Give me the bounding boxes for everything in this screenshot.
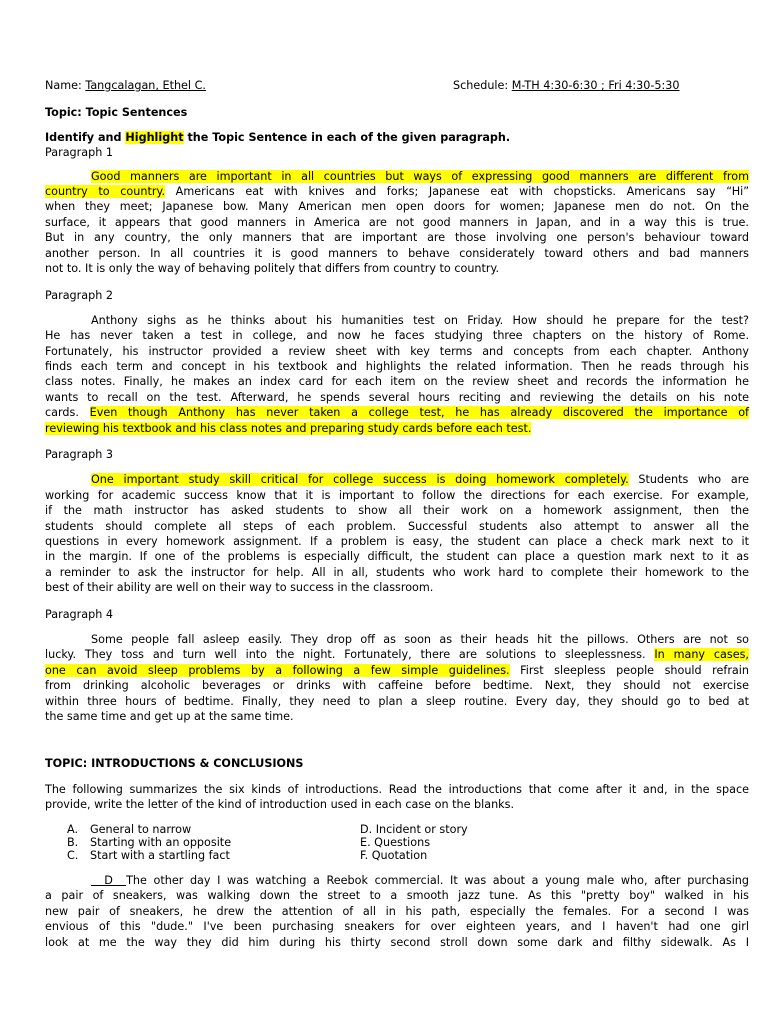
- paragraph-3-heading: Paragraph 3: [45, 448, 113, 461]
- topic-2-title: TOPIC: INTRODUCTIONS & CONCLUSIONS: [45, 757, 304, 770]
- schedule-line: [453, 78, 680, 93]
- topic-sentence-highlight: In many cases,: [654, 648, 749, 661]
- student-name: Tangcalagan, Ethel C.: [85, 79, 206, 92]
- paragraph-4-heading: Paragraph 4: [45, 608, 113, 621]
- topic-sentence-highlight: reviewing his textbook and his class notes and preparing study cards before each test.: [45, 422, 532, 435]
- topic-2-intro: provide, write the letter of the kind of introduction used in each case on the blanks.: [45, 798, 515, 811]
- topic-sentence-highlight: Even though Anthony has never taken a college test, he has already discovered the importance of: [89, 406, 749, 419]
- list-letter: A.: [67, 823, 79, 836]
- schedule-value: M-TH 4:30-6:30 ; Fri 4:30-5:30: [511, 79, 680, 92]
- document-page: Name: Tangcalagan, Ethel C. Schedule: M-TH 4:30-6:30 ; Fri 4:30-5:30 Topic: Topic Sentences Identify and Highlight the Topic Sentence in each of the given paragraph. Paragraph 1 Good manners are important in all countries but ways of expressing good manners are different from country to country. Americans eat with knives and forks; Japanese eat with chopsticks. Americans say “Hi” when they meet; Japanese bow. Many American men open doors for women; Japanese men do not. On the surface, it appears that good manners in America are not good manners in Japan, and in a way this is true. But in any country, the only manners that are important are those involving one person's behaviour toward another person. In all countries it is good manners to behave considerately toward others and bad manners not to. It is only the way of behaving politely that differs from country to country. Paragraph 2 Anthony sighs as he thinks about his humanities test on Friday. How should he prepare for the test? He has never taken a test in college, and now he faces studying three chapters on the history of Rome. Fortunately, his instructor provided a review sheet with key terms and concepts from each chapter. Anthony finds each term and concept in his textbook and highlights the related information. Then he reads through his class notes. Finally, he makes an index card for each item on the review sheet and records the information he wants to recall on the test. Afterward, he spends several hours reciting and reviewing the details on his note cards. Even though Anthony has never taken a college test, he has already discovered the importance of reviewing his textbook and his class notes and preparing study cards before each test. Paragraph 3 One important study skill critical for college success is doing homework completely. Students who are working for academic success know that it is important to follow the directions for each exercise. For example, if the math instructor has asked students to show all their work on a homework assignment, then the students should complete all steps of each problem. Successful students also attempt to answer all the questions in every homework assignment. If a problem is easy, the student can place a check mark next to it in the margin. If one of the problems is especially difficult, the student can place a question mark next to it as a reminder to ask the instructor for help. All in all, students who work hard to complete their homework to the best of their ability are well on their way to success in the classroom. Paragraph 4 Some people fall asleep easily. They drop off as soon as their heads hit the pillows. Others are not so lucky. They toss and turn well into the night. Fortunately, there are solutions to sleeplessness. In many cases, one can avoid sleep problems by a following a few simple guidelines. First sleepless people should refrain from drinking alcoholic beverages or drinks with caffeine before bedtime. Next, they should not exercise within three hours of bedtime. Finally, they need to plan a sleep routine. Every day, they should go to bed at the same time and get up at the same time. TOPIC: INTRODUCTIONS & CONCLUSIONS The following summarizes the six kinds of introductions. Read the introductions that come after it and, in the space provide, write the letter of the kind of introduction used in each case on the blanks. A. General to narrow B. Starting with an opposite C. Start with a startling fact D. Incident or story E. Questions F. Quotation D The other day I was watching a Reebok commercial. It was about a young male who, after purchasing a pair of sneakers, was walking down the street to a smooth jazz tune. As this "pretty boy" walked in his new pair of sneakers, he drew the attention of all in his path, especially the females. For a second I was envious of this "dude." I've been purchasing sneakers for over eighteen years, and I haven't had one girl look at me the way they did him during his thirty second stroll down some dark and filthy sidewalk. As I: [45, 79, 750, 949]
- topic-sentence-highlight: one can avoid sleep problems by a following a few simple guidelines.: [45, 664, 510, 677]
- list-item: D. Incident or story: [360, 823, 468, 836]
- list-item: Start with a startling fact: [90, 849, 230, 862]
- paragraph-2-heading: Paragraph 2: [45, 289, 113, 302]
- list-item: Starting with an opposite: [90, 836, 232, 849]
- topic-sentence-highlight: One important study skill critical for college success is doing homework completely.: [91, 473, 629, 486]
- name-line: [45, 78, 206, 93]
- list-item: F. Quotation: [360, 849, 428, 862]
- list-item: General to narrow: [90, 823, 192, 836]
- topic-title: Topic: Topic Sentences: [45, 106, 188, 119]
- schedule-label: Schedule:: [453, 79, 509, 92]
- paragraph-1-heading: Paragraph 1: [45, 146, 113, 159]
- list-letter: C.: [67, 849, 79, 862]
- topic-2-intro: The following summarizes the six kinds of introductions. Read the introductions that come after it and, in the space: [45, 783, 749, 796]
- list-item: E. Questions: [360, 836, 431, 849]
- name-label: Name:: [45, 79, 82, 92]
- answer-blank[interactable]: D: [91, 874, 127, 887]
- instruction: Identify and Highlight the Topic Sentence in each of the given paragraph.: [45, 131, 511, 144]
- topic-sentence-highlight: Good manners are important in all countries but ways of expressing good manners are different from: [91, 170, 749, 183]
- topic-sentence-highlight: country to country.: [45, 185, 166, 198]
- list-letter: B.: [67, 836, 79, 849]
- highlight-word: Highlight: [125, 131, 184, 144]
